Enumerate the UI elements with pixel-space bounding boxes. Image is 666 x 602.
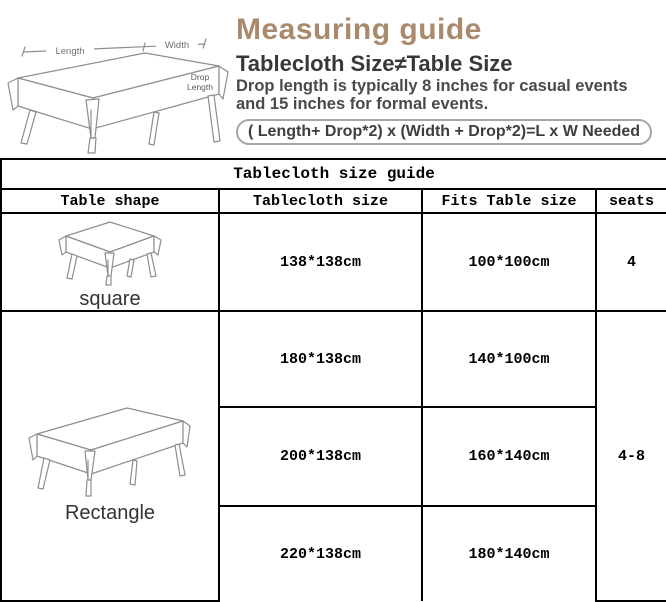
size-table-title: Tablecloth size guide [1, 159, 666, 189]
formula-box [236, 119, 652, 145]
tablecloth-size-cell: 138*138cm [219, 213, 422, 311]
formula-text: ( Length+ Drop*2) x (Width + Drop*2)=L x W Needed [248, 123, 641, 140]
length-dimension-label: Length [55, 46, 85, 57]
guide-description-line2: and 15 inches for formal events. [236, 94, 489, 113]
shape-cell-square [1, 213, 219, 311]
guide-subtitle: Tablecloth Size≠Table Size [236, 51, 513, 76]
measured-table-icon [6, 12, 232, 156]
square-table-icon [50, 214, 170, 286]
seats-cell: 4 [596, 213, 666, 311]
drop-length-label-line1: Drop [190, 72, 210, 82]
col-header-seats: seats [596, 189, 666, 213]
table-row [1, 213, 666, 311]
shape-label-rectangle: Rectangle [64, 502, 156, 524]
guide-text-block [236, 14, 662, 145]
table-row [1, 311, 666, 407]
drop-length-label-line2: Length [187, 82, 213, 92]
col-header-fits-table-size: Fits Table size [422, 189, 596, 213]
fits-table-size-cell: 100*100cm [422, 213, 596, 311]
width-dimension-label: Width [164, 40, 190, 51]
guide-description [236, 78, 662, 113]
tablecloth-size-cell: 180*138cm [219, 311, 422, 407]
fits-table-size-cell: 180*140cm [422, 506, 596, 601]
seats-cell: 4-8 [596, 311, 666, 601]
fits-table-size-cell: 160*140cm [422, 407, 596, 506]
fits-table-size-cell: 140*100cm [422, 311, 596, 407]
tablecloth-size-cell: 220*138cm [219, 506, 422, 601]
page-title: Measuring guide [236, 13, 482, 46]
size-table [0, 158, 666, 602]
guide-description-line1: Drop length is typically 8 inches for casual events [236, 77, 628, 95]
col-header-tablecloth-size: Tablecloth size [219, 189, 422, 213]
shape-cell-rectangle [1, 311, 219, 601]
shape-label-square: square [79, 288, 141, 310]
guide-header [0, 0, 666, 158]
rectangle-table-icon [25, 388, 195, 500]
col-header-table-shape: Table shape [1, 189, 219, 213]
measurement-diagram [6, 12, 232, 156]
tablecloth-size-cell: 200*138cm [219, 407, 422, 506]
